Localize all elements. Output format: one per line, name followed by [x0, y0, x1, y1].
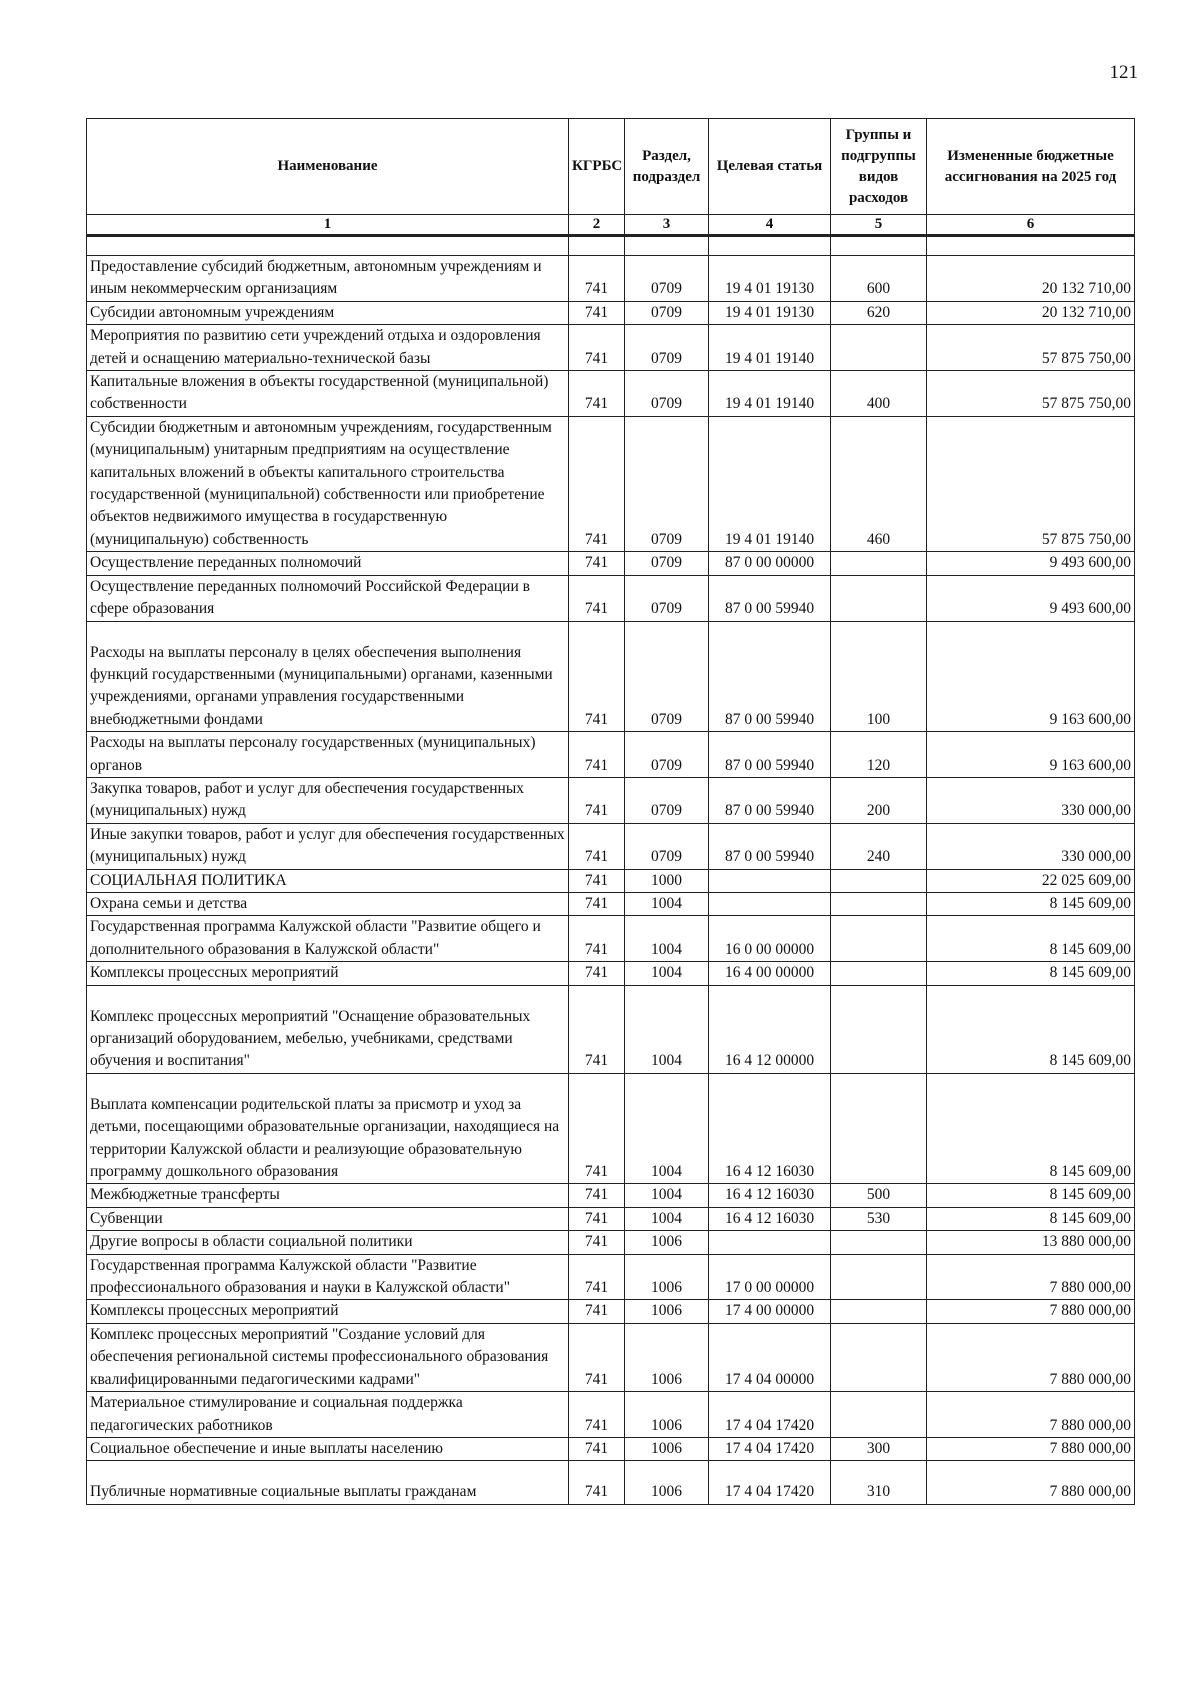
- row-amount: 7 880 000,00: [927, 1300, 1135, 1323]
- row-name: Иные закупки товаров, работ и услуг для обеспечения государственных (муниципальных) нужд: [87, 823, 569, 869]
- row-kgrbs: 741: [569, 301, 625, 324]
- row-expense-group: 530: [831, 1207, 927, 1230]
- row-kgrbs: 741: [569, 962, 625, 985]
- row-amount: 20 132 710,00: [927, 301, 1135, 324]
- table-body: [87, 236, 1135, 1505]
- table-row: [87, 1231, 1135, 1254]
- row-expense-group: [831, 1392, 927, 1438]
- row-name: Публичные нормативные социальные выплаты гражданам: [87, 1461, 569, 1504]
- row-expense-group: [831, 1254, 927, 1300]
- row-expense-group: 620: [831, 301, 927, 324]
- row-name: Предоставление субсидий бюджетным, автономным учреждениям и иным некоммерческим организациям: [87, 256, 569, 302]
- row-kgrbs: 741: [569, 732, 625, 778]
- row-expense-group: 310: [831, 1461, 927, 1504]
- row-kgrbs: 741: [569, 416, 625, 551]
- row-amount: 8 145 609,00: [927, 916, 1135, 962]
- row-section: 0709: [625, 416, 709, 551]
- row-target-article: 17 4 00 00000: [709, 1300, 831, 1323]
- row-name: Другие вопросы в области социальной политики: [87, 1231, 569, 1254]
- row-amount: 8 145 609,00: [927, 892, 1135, 915]
- table-row: [87, 962, 1135, 985]
- row-kgrbs: 741: [569, 892, 625, 915]
- row-expense-group: 200: [831, 777, 927, 823]
- row-expense-group: [831, 916, 927, 962]
- row-section: 1004: [625, 1184, 709, 1207]
- row-target-article: 19 4 01 19140: [709, 416, 831, 551]
- row-section: 1006: [625, 1323, 709, 1391]
- row-kgrbs: 741: [569, 916, 625, 962]
- row-amount: 8 145 609,00: [927, 1073, 1135, 1184]
- row-name: СОЦИАЛЬНАЯ ПОЛИТИКА: [87, 869, 569, 892]
- row-name: Межбюджетные трансферты: [87, 1184, 569, 1207]
- row-expense-group: 120: [831, 732, 927, 778]
- table-row: [87, 301, 1135, 324]
- table-row: [87, 325, 1135, 371]
- spacer-row: [87, 236, 1135, 256]
- row-target-article: 17 4 04 17420: [709, 1461, 831, 1504]
- row-expense-group: [831, 1300, 927, 1323]
- row-expense-group: [831, 869, 927, 892]
- row-name: Субвенции: [87, 1207, 569, 1230]
- row-expense-group: [831, 892, 927, 915]
- row-target-article: 16 4 00 00000: [709, 962, 831, 985]
- row-name: Социальное обеспечение и иные выплаты населению: [87, 1437, 569, 1460]
- row-section: 0709: [625, 325, 709, 371]
- row-target-article: 17 4 04 00000: [709, 1323, 831, 1391]
- table-row: [87, 621, 1135, 732]
- table-row: [87, 1254, 1135, 1300]
- header-section: Раздел, подраздел: [625, 119, 709, 215]
- row-amount: 20 132 710,00: [927, 256, 1135, 302]
- row-expense-group: [831, 1073, 927, 1184]
- row-amount: 13 880 000,00: [927, 1231, 1135, 1254]
- row-expense-group: 460: [831, 416, 927, 551]
- row-amount: 9 493 600,00: [927, 575, 1135, 621]
- table-row: [87, 416, 1135, 551]
- row-name: Материальное стимулирование и социальная поддержка педагогических работников: [87, 1392, 569, 1438]
- row-name: Государственная программа Калужской области "Развитие профессионального образования и науки в Калужской области": [87, 1254, 569, 1300]
- column-number: 1: [87, 215, 569, 236]
- row-section: 1006: [625, 1392, 709, 1438]
- row-name: Осуществление переданных полномочий Российской Федерации в сфере образования: [87, 575, 569, 621]
- page-number: 121: [1109, 62, 1138, 83]
- table-row: [87, 552, 1135, 575]
- table-row: [87, 985, 1135, 1073]
- table-row: [87, 371, 1135, 417]
- row-section: 1006: [625, 1231, 709, 1254]
- row-target-article: 19 4 01 19140: [709, 325, 831, 371]
- row-section: 0709: [625, 256, 709, 302]
- row-amount: 7 880 000,00: [927, 1254, 1135, 1300]
- column-number: 5: [831, 215, 927, 236]
- row-name: Мероприятия по развитию сети учреждений отдыха и оздоровления детей и оснащению материально-технической базы: [87, 325, 569, 371]
- row-target-article: 87 0 00 59940: [709, 732, 831, 778]
- table-row: [87, 256, 1135, 302]
- row-section: 1006: [625, 1437, 709, 1460]
- row-target-article: [709, 1231, 831, 1254]
- row-expense-group: [831, 325, 927, 371]
- table-row: [87, 1184, 1135, 1207]
- row-section: 0709: [625, 301, 709, 324]
- column-number: 3: [625, 215, 709, 236]
- table-row: [87, 1300, 1135, 1323]
- table-row: [87, 1323, 1135, 1391]
- table-row: [87, 1461, 1135, 1504]
- row-section: 1004: [625, 916, 709, 962]
- row-section: 0709: [625, 732, 709, 778]
- row-section: 1006: [625, 1300, 709, 1323]
- row-name: Комплексы процессных мероприятий: [87, 1300, 569, 1323]
- row-kgrbs: 741: [569, 1231, 625, 1254]
- row-kgrbs: 741: [569, 823, 625, 869]
- row-kgrbs: 741: [569, 256, 625, 302]
- row-target-article: 19 4 01 19140: [709, 371, 831, 417]
- table-row: [87, 575, 1135, 621]
- row-kgrbs: 741: [569, 1073, 625, 1184]
- row-section: 1006: [625, 1461, 709, 1504]
- row-amount: 57 875 750,00: [927, 416, 1135, 551]
- row-kgrbs: 741: [569, 1437, 625, 1460]
- row-target-article: [709, 869, 831, 892]
- row-kgrbs: 741: [569, 1323, 625, 1391]
- row-target-article: 16 4 12 00000: [709, 985, 831, 1073]
- row-section: 0709: [625, 777, 709, 823]
- budget-allocation-table: [86, 118, 1135, 1505]
- row-kgrbs: 741: [569, 1461, 625, 1504]
- header-target-article: Целевая статья: [709, 119, 831, 215]
- row-amount: 9 493 600,00: [927, 552, 1135, 575]
- row-expense-group: 100: [831, 621, 927, 732]
- table-row: [87, 1207, 1135, 1230]
- row-target-article: 87 0 00 59940: [709, 621, 831, 732]
- row-section: 0709: [625, 575, 709, 621]
- row-target-article: 87 0 00 59940: [709, 777, 831, 823]
- table-row: [87, 777, 1135, 823]
- row-amount: 330 000,00: [927, 777, 1135, 823]
- row-name: Капитальные вложения в объекты государственной (муниципальной) собственности: [87, 371, 569, 417]
- row-expense-group: [831, 1231, 927, 1254]
- row-kgrbs: 741: [569, 985, 625, 1073]
- row-amount: 7 880 000,00: [927, 1461, 1135, 1504]
- row-amount: 57 875 750,00: [927, 325, 1135, 371]
- header-name: Наименование: [87, 119, 569, 215]
- row-section: 1000: [625, 869, 709, 892]
- row-amount: 7 880 000,00: [927, 1323, 1135, 1391]
- row-amount: 8 145 609,00: [927, 962, 1135, 985]
- row-amount: 8 145 609,00: [927, 1184, 1135, 1207]
- row-name: Расходы на выплаты персоналу в целях обеспечения выполнения функций государственными (муниципальными) органами, казенными учреждениями, органами управления государственными внебюджетными фондами: [87, 621, 569, 732]
- row-expense-group: 300: [831, 1437, 927, 1460]
- row-amount: 8 145 609,00: [927, 985, 1135, 1073]
- column-number-row: [87, 215, 1135, 236]
- row-target-article: 16 4 12 16030: [709, 1207, 831, 1230]
- row-section: 0709: [625, 621, 709, 732]
- row-name: Охрана семьи и детства: [87, 892, 569, 915]
- row-expense-group: [831, 962, 927, 985]
- row-amount: 7 880 000,00: [927, 1392, 1135, 1438]
- row-target-article: 87 0 00 59940: [709, 575, 831, 621]
- header-amount: Измененные бюджетные ассигнования на 2025 год: [927, 119, 1135, 215]
- column-number: 4: [709, 215, 831, 236]
- row-target-article: 87 0 00 00000: [709, 552, 831, 575]
- row-expense-group: 400: [831, 371, 927, 417]
- row-kgrbs: 741: [569, 869, 625, 892]
- row-kgrbs: 741: [569, 1207, 625, 1230]
- row-expense-group: [831, 575, 927, 621]
- row-amount: 9 163 600,00: [927, 621, 1135, 732]
- table-row: [87, 823, 1135, 869]
- row-name: Комплексы процессных мероприятий: [87, 962, 569, 985]
- row-section: 1004: [625, 962, 709, 985]
- row-section: 0709: [625, 552, 709, 575]
- row-target-article: 87 0 00 59940: [709, 823, 831, 869]
- row-target-article: 19 4 01 19130: [709, 256, 831, 302]
- row-expense-group: [831, 985, 927, 1073]
- row-kgrbs: 741: [569, 1184, 625, 1207]
- row-kgrbs: 741: [569, 1392, 625, 1438]
- table-row: [87, 1073, 1135, 1184]
- row-target-article: 17 4 04 17420: [709, 1392, 831, 1438]
- row-target-article: 17 4 04 17420: [709, 1437, 831, 1460]
- row-kgrbs: 741: [569, 777, 625, 823]
- row-section: 1004: [625, 1207, 709, 1230]
- row-name: Комплекс процессных мероприятий "Оснащение образовательных организаций оборудованием, мебелью, учебниками, средствами обучения и воспитания": [87, 985, 569, 1073]
- row-section: 0709: [625, 371, 709, 417]
- row-kgrbs: 741: [569, 325, 625, 371]
- row-target-article: [709, 892, 831, 915]
- row-target-article: 19 4 01 19130: [709, 301, 831, 324]
- row-amount: 330 000,00: [927, 823, 1135, 869]
- row-target-article: 17 0 00 00000: [709, 1254, 831, 1300]
- row-kgrbs: 741: [569, 575, 625, 621]
- row-expense-group: [831, 552, 927, 575]
- row-name: Выплата компенсации родительской платы за присмотр и уход за детьми, посещающими образовательные организации, находящиеся на территории Калужской области и реализующие образовательную программу дошкольного образования: [87, 1073, 569, 1184]
- row-target-article: 16 4 12 16030: [709, 1073, 831, 1184]
- table-row: [87, 869, 1135, 892]
- row-target-article: 16 4 12 16030: [709, 1184, 831, 1207]
- row-name: Субсидии автономным учреждениям: [87, 301, 569, 324]
- table-row: [87, 892, 1135, 915]
- table-row: [87, 1392, 1135, 1438]
- row-section: 0709: [625, 823, 709, 869]
- row-name: Осуществление переданных полномочий: [87, 552, 569, 575]
- row-kgrbs: 741: [569, 552, 625, 575]
- table-header-row: [87, 119, 1135, 215]
- row-name: Закупка товаров, работ и услуг для обеспечения государственных (муниципальных) нужд: [87, 777, 569, 823]
- row-expense-group: 240: [831, 823, 927, 869]
- row-expense-group: [831, 1323, 927, 1391]
- row-kgrbs: 741: [569, 1300, 625, 1323]
- row-target-article: 16 0 00 00000: [709, 916, 831, 962]
- row-section: 1004: [625, 892, 709, 915]
- row-expense-group: 600: [831, 256, 927, 302]
- row-kgrbs: 741: [569, 371, 625, 417]
- table-row: [87, 916, 1135, 962]
- row-amount: 9 163 600,00: [927, 732, 1135, 778]
- row-section: 1006: [625, 1254, 709, 1300]
- row-amount: 57 875 750,00: [927, 371, 1135, 417]
- row-amount: 8 145 609,00: [927, 1207, 1135, 1230]
- row-amount: 7 880 000,00: [927, 1437, 1135, 1460]
- row-name: Субсидии бюджетным и автономным учреждениям, государственным (муниципальным) унитарным предприятиям на осуществление капитальных вложений в объекты капитального строительства государственной (муниципальной) собственности или приобретение объектов недвижимого имущества в государственную (муниципальную) собственность: [87, 416, 569, 551]
- row-name: Расходы на выплаты персоналу государственных (муниципальных) органов: [87, 732, 569, 778]
- table-row: [87, 732, 1135, 778]
- row-name: Комплекс процессных мероприятий "Создание условий для обеспечения региональной системы профессионального образования квалифицированными педагогическими кадрами": [87, 1323, 569, 1391]
- row-name: Государственная программа Калужской области "Развитие общего и дополнительного образования в Калужской области": [87, 916, 569, 962]
- column-number: 6: [927, 215, 1135, 236]
- row-kgrbs: 741: [569, 1254, 625, 1300]
- header-kgrbs: КГРБС: [569, 119, 625, 215]
- row-section: 1004: [625, 985, 709, 1073]
- row-expense-group: 500: [831, 1184, 927, 1207]
- row-kgrbs: 741: [569, 621, 625, 732]
- header-expense-groups: Группы и подгруппы видов расходов: [831, 119, 927, 215]
- table-row: [87, 1437, 1135, 1460]
- row-section: 1004: [625, 1073, 709, 1184]
- row-amount: 22 025 609,00: [927, 869, 1135, 892]
- column-number: 2: [569, 215, 625, 236]
